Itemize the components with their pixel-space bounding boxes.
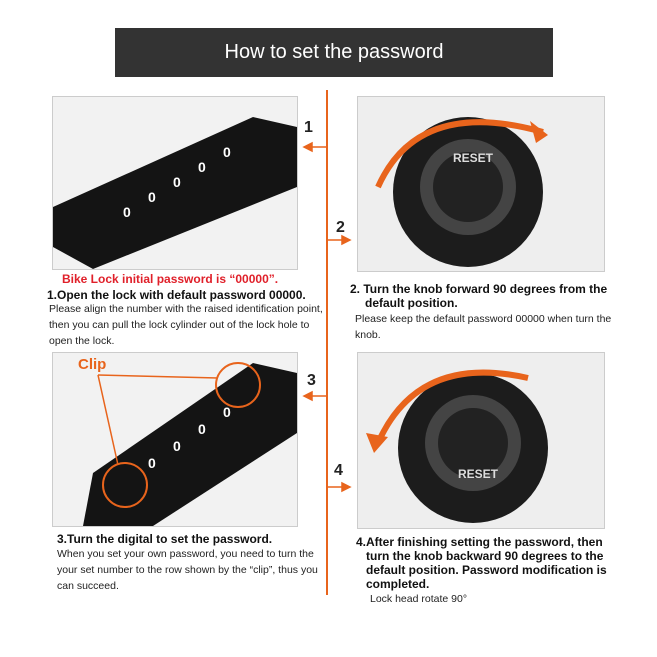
knob-forward-photo xyxy=(357,96,605,272)
step-4-heading: 4.After finishing setting the password, then turn the knob backward 90 degrees to the default position. Password modification is completed. xyxy=(356,535,607,591)
step-1-heading: 1.Open the lock with default password 00000. xyxy=(47,288,306,302)
step-3-body: When you set your own password, you need to turn the your set number to the row shown by the “clip”, thus you can succeed. xyxy=(57,548,318,592)
step-2-body: Please keep the default password 00000 when turn the knob. xyxy=(355,313,612,341)
step-3-heading: 3.Turn the digital to set the password. xyxy=(57,532,273,546)
svg-text:0: 0 xyxy=(223,404,231,420)
svg-text:0: 0 xyxy=(198,421,206,437)
clip-label: Clip xyxy=(78,356,107,373)
svg-text:0: 0 xyxy=(198,159,206,175)
svg-text:0: 0 xyxy=(148,189,156,205)
step-number-1: 1 xyxy=(304,119,313,136)
reset-label: RESET xyxy=(458,467,499,481)
step-number-4: 4 xyxy=(334,462,343,479)
lock-dial-photo xyxy=(52,96,298,270)
svg-text:0: 0 xyxy=(173,438,181,454)
reset-label: RESET xyxy=(453,151,494,165)
svg-text:0: 0 xyxy=(148,455,156,471)
step-number-2: 2 xyxy=(336,219,345,236)
clip-photo xyxy=(52,352,298,527)
page-title: How to set the password xyxy=(115,28,553,77)
svg-text:0: 0 xyxy=(123,204,131,220)
initial-password-note: Bike Lock initial password is “00000”. xyxy=(62,272,279,286)
step-1-body: Please align the number with the raised identification point, then you can pull the lock cylinder out of the lock hole to open the lock. xyxy=(49,303,323,347)
svg-text:0: 0 xyxy=(223,144,231,160)
svg-text:0: 0 xyxy=(173,174,181,190)
step-number-3: 3 xyxy=(307,372,316,389)
knob-backward-photo xyxy=(357,352,605,529)
combination-lock-image xyxy=(53,97,297,269)
combination-lock-clip-image xyxy=(53,353,297,526)
step-4-body: Lock head rotate 90° xyxy=(370,593,468,605)
knob-image xyxy=(358,353,604,528)
step-2-heading: 2. Turn the knob forward 90 degrees from the default position. xyxy=(350,282,608,310)
knob-image xyxy=(358,97,604,271)
